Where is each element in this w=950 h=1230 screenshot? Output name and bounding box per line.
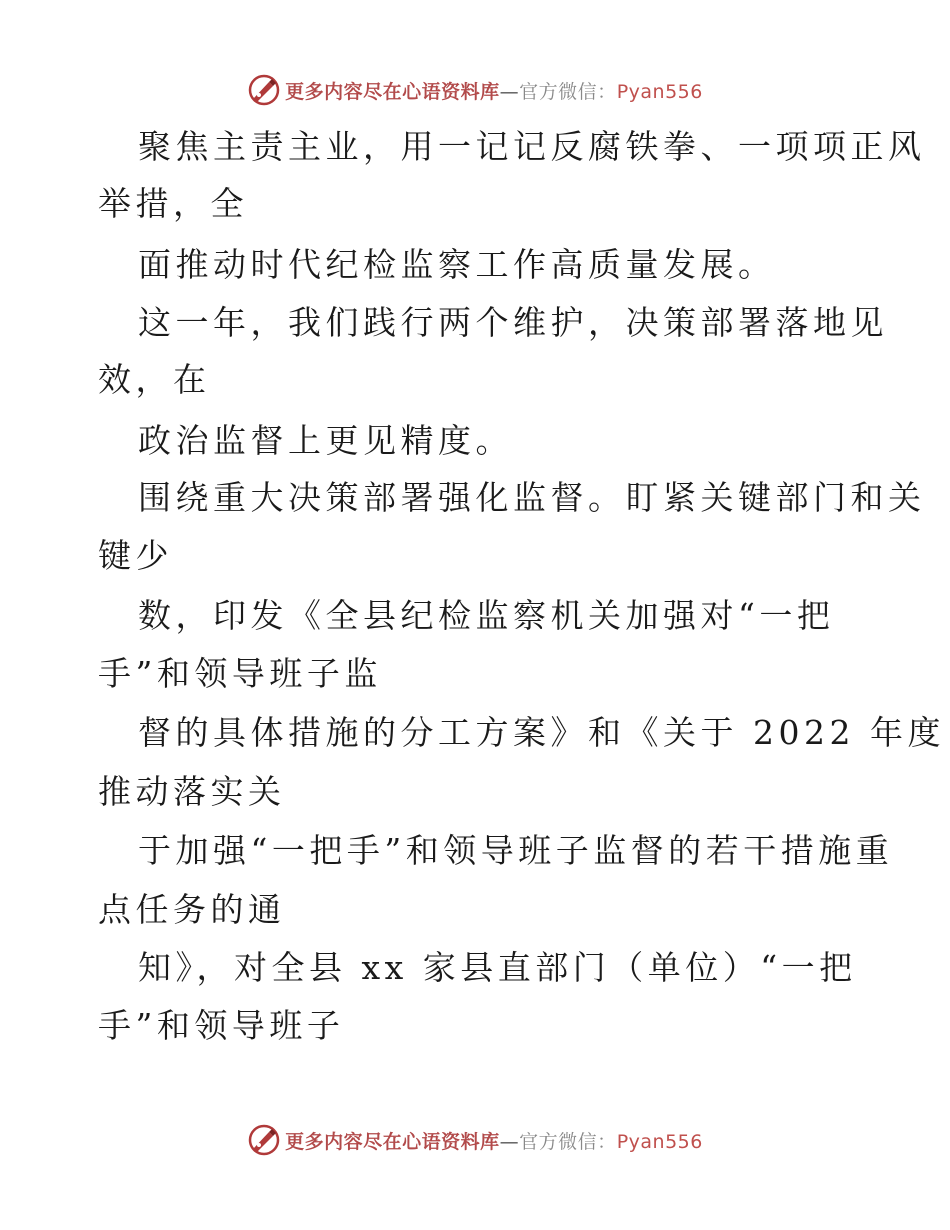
- text-line: 点任务的通: [98, 890, 286, 929]
- text-line: 于加强“一把手”和领导班子监督的若干措施重: [138, 831, 894, 870]
- footer-dash: —: [499, 1130, 520, 1153]
- header-separator: ：: [597, 80, 617, 103]
- header-site-text: 更多内容尽在心语资料库: [285, 80, 500, 103]
- text-line: 效，在: [98, 360, 211, 399]
- footer-banner: [0, 1120, 950, 1160]
- text-line: 面推动时代纪检监察工作高质量发展。: [138, 245, 776, 284]
- text-line: 手”和领导班子监: [98, 654, 382, 693]
- header-account: Pyan556: [616, 80, 703, 103]
- header-dash: —: [499, 80, 520, 103]
- header-banner: [0, 70, 950, 110]
- text-line: 政治监督上更见精度。: [138, 421, 513, 460]
- text-line: 举措，全: [98, 184, 248, 223]
- text-line: 手”和领导班子: [98, 1006, 345, 1045]
- pen-logo-icon: [247, 1123, 281, 1157]
- footer-site-text: 更多内容尽在心语资料库: [285, 1130, 500, 1153]
- footer-separator: ：: [597, 1130, 617, 1153]
- text-line: 推动落实关: [98, 772, 286, 811]
- footer-wechat-label: 官方微信: [519, 1130, 598, 1153]
- footer-account: Pyan556: [616, 1130, 703, 1153]
- text-line: 围绕重大决策部署强化监督。盯紧关键部门和关: [138, 478, 926, 517]
- text-line: 聚焦主责主业，用一记记反腐铁拳、一项项正风: [138, 127, 926, 166]
- pen-logo-icon: [247, 73, 281, 107]
- text-line: 键少: [98, 536, 173, 575]
- header-wechat-label: 官方微信: [519, 80, 598, 103]
- text-line: 数，印发《全县纪检监察机关加强对“一把: [138, 596, 835, 635]
- header-banner-text: [285, 77, 703, 104]
- text-line: 知》，对全县 xx 家县直部门（单位）“一把: [138, 948, 857, 987]
- footer-banner-text: [285, 1127, 703, 1154]
- text-line: 督的具体措施的分工方案》和《关于 2022 年度: [138, 713, 945, 752]
- text-line: 这一年，我们践行两个维护，决策部署落地见: [138, 303, 888, 342]
